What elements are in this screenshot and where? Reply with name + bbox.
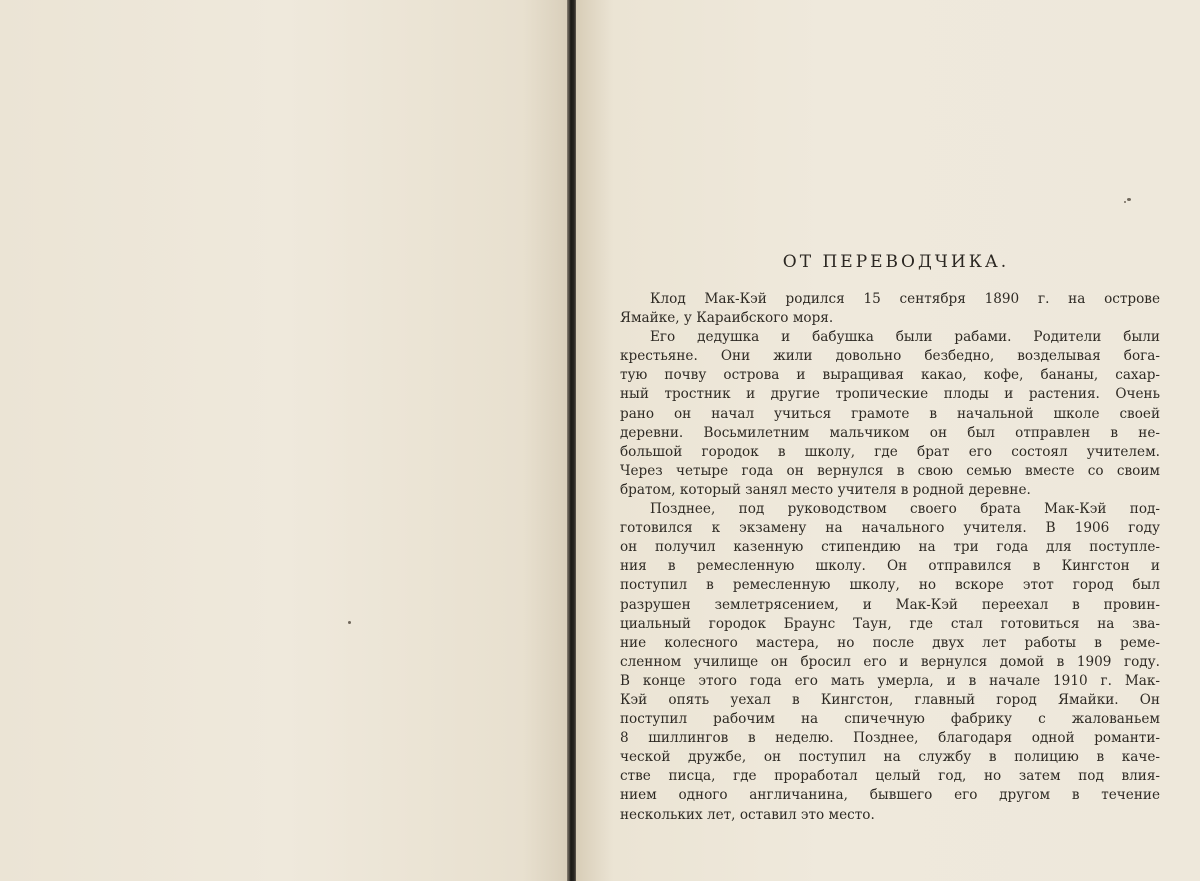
text-line: ния в ремесленную школу. Он отправился в Кингстон и (620, 558, 1160, 575)
text-line: он получил казенную стипендию на три года для поступле- (620, 539, 1160, 556)
text-line: Его дедушка и бабушка были рабами. Родители были (650, 329, 1160, 346)
text-line: 8 шиллингов в неделю. Позднее, благодаря одной романти- (620, 730, 1160, 747)
paragraph (620, 328, 1160, 500)
text-line: поступил рабочим на спичечную фабрику с жалованьем (620, 711, 1160, 728)
text-line: стве писца, где проработал целый год, но затем под влия- (620, 768, 1160, 785)
body-text (620, 290, 1160, 825)
text-line: ный тростник и другие тропические плоды и растения. Очень (620, 386, 1160, 403)
text-line: рано он начал учиться грамоте в начальной школе своей (620, 405, 1160, 422)
text-line: сленном училище он бросил его и вернулся домой в 1909 году. (620, 653, 1160, 670)
ink-speck (348, 621, 351, 624)
text-line: разрушен землетрясением, и Мак-Кэй переехал в провин- (620, 596, 1160, 613)
text-line: Ямайке, у Караибского моря. (620, 310, 834, 327)
text-line: В конце этого года его мать умерла, и в начале 1910 г. Мак- (620, 672, 1160, 689)
text-line: братом, который занял место учителя в родной деревне. (620, 481, 1031, 498)
ink-speck (1124, 201, 1126, 203)
text-line: ческой дружбе, он поступил на службу в полицию в каче- (620, 749, 1160, 766)
text-line: тую почву острова и выращивая какао, кофе, бананы, сахар- (620, 367, 1160, 384)
text-line: большой городок в школу, где брат его состоял учителем. (620, 443, 1160, 460)
text-line: ние колесного мастера, но после двух лет работы в реме- (620, 634, 1160, 651)
paragraph (620, 500, 1160, 825)
text-line: крестьяне. Они жили довольно безбедно, возделывая бога- (620, 348, 1160, 365)
text-line: готовился к экзамену на начального учителя. В 1906 году (620, 520, 1160, 537)
text-line: Кэй опять уехал в Кингстон, главный город Ямайки. Он (620, 691, 1160, 708)
text-line: нием одного англичанина, бывшего его другом в течение (620, 787, 1160, 804)
text-line: Позднее, под руководством своего брата Мак-Кэй под- (650, 501, 1160, 518)
page-heading: ОТ ПЕРЕВОДЧИКА. (782, 252, 1010, 272)
text-line: Клод Мак-Кэй родился 15 сентября 1890 г. на острове (650, 291, 1160, 307)
text-line: поступил в ремесленную школу, но вскоре этот город был (620, 577, 1160, 594)
ink-speck (1127, 198, 1131, 201)
text-line: нескольких лет, оставил это место. (620, 806, 875, 823)
paragraph (620, 290, 1160, 328)
text-line: циальный городок Браунс Таун, где стал готовиться на зва- (620, 615, 1160, 632)
right-page (576, 0, 1200, 881)
left-page (0, 0, 568, 881)
text-line: деревни. Восьмилетним мальчиком он был отправлен в не- (620, 424, 1160, 441)
text-line: Через четыре года он вернулся в свою семью вместе со своим (620, 462, 1160, 479)
